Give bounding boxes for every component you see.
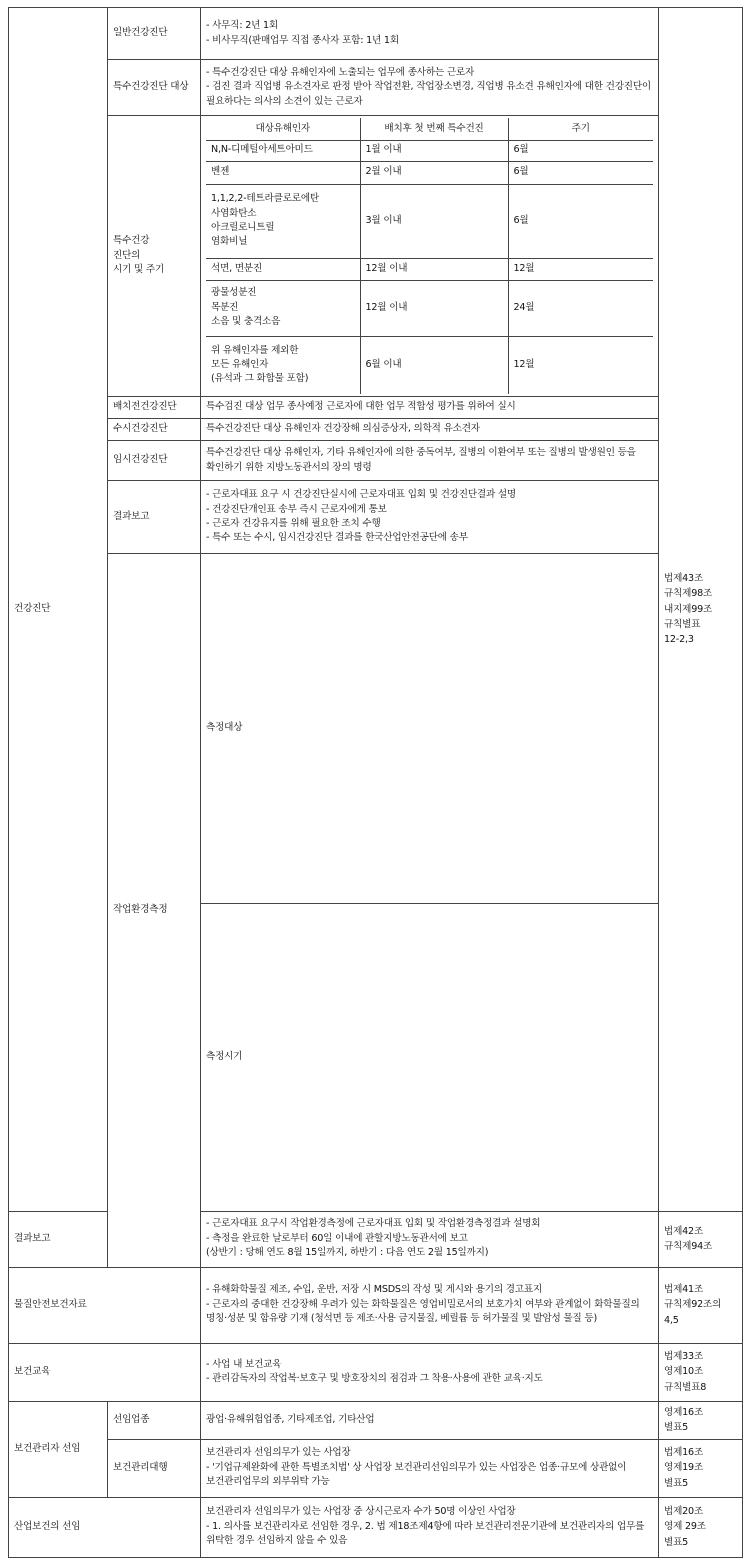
content-general-checkup	[201, 8, 659, 60]
content-line: - 건강진단개인표 송부 즉시 근로자에게 통보	[206, 503, 387, 515]
content-line: - 검진 결과 직업병 유소견자로 판정 받아 작업전환, 작업장소변경, 직업병 유소견 유해인자에 대한 건강진단이 필요하다는 의사의 소견이 있는 근로자	[206, 81, 651, 107]
content-result-report	[201, 481, 659, 554]
factor-line: 염화비닐	[211, 236, 248, 248]
content-line: - 비사무직(판매업무 직접 종사자 포함: 1년 1회	[206, 34, 399, 46]
law-manager-agency	[659, 1439, 743, 1497]
content-special-target	[201, 60, 659, 116]
law-line: 규칙별표	[664, 618, 701, 630]
law-line: 규칙제98조	[664, 588, 713, 600]
law-doctor	[659, 1497, 743, 1557]
row-pre-placement	[9, 397, 743, 419]
law-line: 영제16조	[664, 1406, 704, 1418]
factor-cell	[206, 280, 360, 336]
law-line: 별표5	[664, 1477, 689, 1489]
table-row	[206, 336, 653, 394]
table-row	[206, 161, 653, 184]
label-line: 시기 및 주기	[113, 264, 165, 276]
law-line: 4,5	[664, 1314, 679, 1326]
category-msds: 물질안전보건자료	[9, 1267, 201, 1343]
content-line: - 측정을 완료한 날로부터 60일 이내에 관할지방노동관서에 보고	[206, 1232, 468, 1244]
label-manager-agency: 보건관리대행	[108, 1439, 201, 1497]
first-cell: 6월 이내	[360, 336, 508, 394]
category-health-checkup: 건강진단	[9, 8, 108, 1212]
first-cell: 1월 이내	[360, 140, 508, 161]
content-pre-placement: 특수검진 대상 업무 종사예정 근로자에 대한 업무 적합성 평가를 위하여 실시	[201, 397, 659, 419]
cycle-cell: 6월	[508, 161, 653, 184]
label-special-target: 특수건강진단 대상	[108, 60, 201, 116]
category-education: 보건교육	[9, 1343, 201, 1401]
label-general-checkup: 일반건강진단	[108, 8, 201, 60]
factor-cell: 벤젠	[206, 161, 360, 184]
content-line: - 사업 내 보건교육	[206, 1358, 282, 1370]
law-line: 규칙제94조	[664, 1241, 713, 1253]
first-cell: 12월 이내	[360, 258, 508, 280]
special-timing-table	[206, 118, 653, 394]
law-msds	[659, 1267, 743, 1343]
content-line: - 1. 의사를 보건관리자로 선임한 경우, 2. 법 제18조제4항에 따라 보건관리전문기관에 보건관리자의 업무를 위탁한 경우 선임하지 않을 수 있음	[206, 1520, 645, 1547]
special-timing-cell	[201, 116, 659, 397]
label-pre-placement: 배치전건강진단	[108, 397, 201, 419]
cycle-cell: 24월	[508, 280, 653, 336]
law-line: 내지제99조	[664, 603, 713, 615]
content-doctor	[201, 1497, 659, 1557]
law-work-env-report	[659, 1211, 743, 1267]
factor-line: 아크릴로니트릴	[211, 222, 275, 233]
content-occasional: 특수건강진단 대상 유해인자 건강장해 의심증상자, 의학적 유소견자	[201, 419, 659, 441]
law-line: 영제 29조	[664, 1521, 706, 1533]
header-factor: 대상유해인자	[206, 118, 360, 140]
law-line: 12-2,3	[664, 634, 694, 646]
law-health-checkup	[659, 8, 743, 1212]
row-manager-industry	[9, 1401, 743, 1439]
factor-cell: N,N-디메틸아세트아미드	[206, 140, 360, 161]
row-result-report	[9, 481, 743, 554]
law-line: 법제41조	[664, 1284, 704, 1296]
factor-line: 1,1,2,2-테트라클로로에탄	[211, 193, 319, 205]
content-line: 보건관리자 선임의무가 있는 사업장 중 상시근로자 수가 50명 이상인 사업장	[206, 1506, 516, 1518]
cycle-cell: 12월	[508, 336, 653, 394]
table-row	[206, 280, 653, 336]
content-line: - 특수 또는 수시, 임시건강진단 결과를 한국산업안전공단에 송부	[206, 532, 468, 544]
label-work-env-timing: 측정시기	[201, 904, 659, 1211]
first-cell: 3월 이내	[360, 184, 508, 258]
law-line: 규칙별표8	[664, 1381, 707, 1393]
row-doctor	[9, 1497, 743, 1557]
cycle-cell: 6월	[508, 140, 653, 161]
label-line: 진단의	[113, 249, 141, 261]
row-general-checkup	[9, 8, 743, 60]
row-msds	[9, 1267, 743, 1343]
cycle-cell: 12월	[508, 258, 653, 280]
row-special-target	[9, 60, 743, 116]
table-row	[206, 258, 653, 280]
law-manager-industry	[659, 1401, 743, 1439]
content-line: - 근로자의 중대한 건강장해 우려가 있는 화학물질은 영업비밀로서의 보호가치 여부와 관계없이 화학물질의 명칭·성분 및 함유량 기재 (청석면 등 제조·사용 금지물질, 베릴륨 등 허가물질 및 발암성 물질 등)	[206, 1298, 640, 1325]
header-cycle: 주기	[508, 118, 653, 140]
category-doctor: 산업보건의 선임	[9, 1497, 201, 1557]
cycle-cell: 6월	[508, 184, 653, 258]
label-occasional: 수시건강진단	[108, 419, 201, 441]
first-cell: 2월 이내	[360, 161, 508, 184]
factor-cell	[206, 184, 360, 258]
factor-line: 소음 및 충격소음	[211, 316, 281, 328]
label-result-report: 결과보고	[108, 481, 201, 554]
content-line: - 근로자 건강유지를 위해 필요한 조치 수행	[206, 518, 381, 529]
law-line: 법제42조	[664, 1225, 704, 1237]
content-line: - 유해화학물질 제조, 수입, 운반, 저장 시 MSDS의 작성 및 게시와 용기의 경고표지	[206, 1284, 543, 1296]
content-work-env-report	[201, 1211, 659, 1267]
table-row	[206, 140, 653, 161]
content-line: - '기업규제완화에 관한 특별조치법' 상 사업장 보건관리선임의무가 있는 사업장은 업종·규모에 상관없이 보건관리업무의 외부위탁 가능	[206, 1461, 627, 1488]
row-education	[9, 1343, 743, 1401]
row-special-timing	[9, 116, 743, 397]
inner-header-row	[206, 118, 653, 140]
label-work-env-report: 결과보고	[9, 1211, 108, 1267]
regulation-table	[8, 7, 743, 1558]
label-special-timing	[108, 116, 201, 397]
label-work-env-target: 측정대상	[201, 554, 659, 904]
law-line: 법제16조	[664, 1447, 704, 1459]
law-line: 영제19조	[664, 1462, 704, 1474]
content-manager-agency	[201, 1439, 659, 1497]
factor-line: (유석과 그 화합물 포함)	[211, 373, 309, 385]
row-manager-agency	[9, 1439, 743, 1497]
content-msds	[201, 1267, 659, 1343]
content-line: - 근로자대표 요구 시 건강진단실시에 근로자대표 입회 및 건강진단결과 설명	[206, 489, 517, 501]
factor-cell: 석면, 면분진	[206, 258, 360, 280]
content-manager-industry: 광업·유해위험업종, 기타제조업, 기타산업	[201, 1401, 659, 1439]
row-occasional	[9, 419, 743, 441]
content-line: - 특수건강진단 대상 유해인자에 노출되는 업무에 종사하는 근로자	[206, 66, 475, 78]
factor-line: 목분진	[211, 301, 239, 313]
row-temporary	[9, 441, 743, 481]
first-cell: 12월 이내	[360, 280, 508, 336]
category-manager: 보건관리자 선임	[9, 1401, 108, 1497]
law-line: 법제33조	[664, 1351, 704, 1363]
content-line: - 근로자대표 요구시 작업환경측정에 근로자대표 입회 및 작업환경측정결과 설명회	[206, 1218, 541, 1230]
factor-line: 위 유해인자를 제외한	[211, 344, 299, 356]
factor-line: 모든 유해인자	[211, 359, 269, 371]
content-temporary: 특수건강진단 대상 유해인자, 기타 유해인자에 의한 중독여부, 질병의 이환여부 또는 질병의 발생원인 등을 확인하기 위한 지방노동관서의 장의 명령	[201, 441, 659, 481]
label-manager-industry: 선임업종	[108, 1401, 201, 1439]
content-line: 보건관리자 선임의무가 있는 사업장	[206, 1447, 351, 1459]
factor-line: 광물성분진	[211, 287, 257, 299]
law-line: 별표5	[664, 1422, 689, 1434]
header-first: 배치후 첫 번째 특수건진	[360, 118, 508, 140]
category-work-env: 작업환경측정	[108, 554, 201, 1268]
law-line: 법제20조	[664, 1506, 704, 1518]
content-line: - 사무직: 2년 1회	[206, 20, 278, 32]
content-line: - 관리감독자의 작업복·보호구 및 방호장치의 점검과 그 착용·사용에 관한 교육·지도	[206, 1373, 543, 1385]
law-line: 법제43조	[664, 572, 704, 584]
label-line: 특수건강	[113, 235, 150, 247]
row-work-env-target	[9, 554, 743, 904]
content-education	[201, 1343, 659, 1401]
law-line: 규칙제92조의	[664, 1299, 722, 1311]
factor-line: 사염화탄소	[211, 207, 257, 219]
factor-cell	[206, 336, 360, 394]
law-line: 영제10조	[664, 1366, 704, 1378]
content-line: (상반기 : 당해 연도 8월 15일까지, 하반기 : 다음 연도 2월 15일까지)	[206, 1247, 489, 1259]
table-row	[206, 184, 653, 258]
law-education	[659, 1343, 743, 1401]
law-line: 별표5	[664, 1536, 689, 1548]
label-temporary: 임시건강진단	[108, 441, 201, 481]
